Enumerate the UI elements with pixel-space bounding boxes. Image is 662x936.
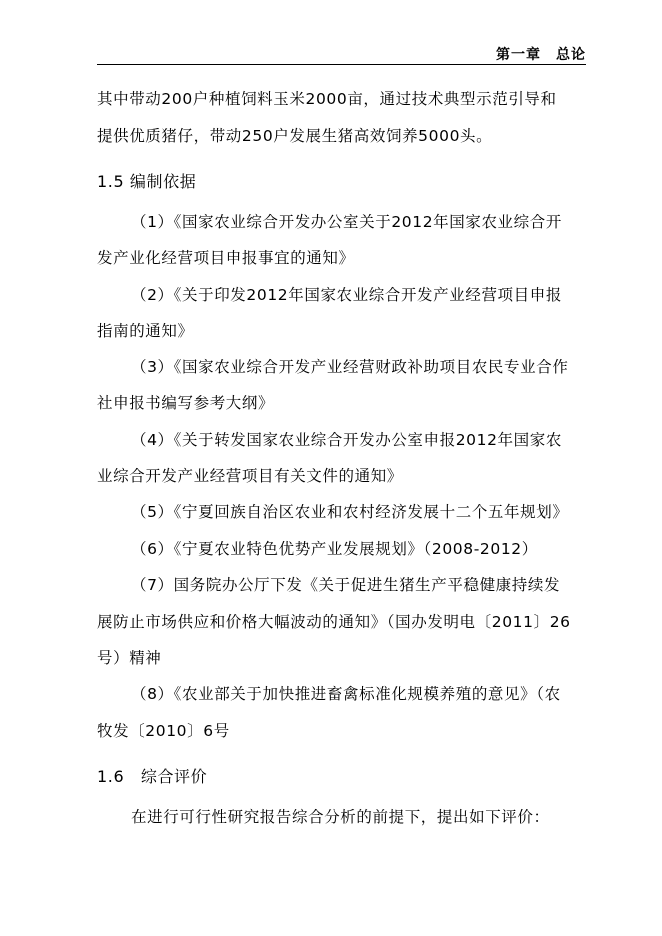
item-3-line-1: （3）《国家农业综合开发产业经营财政补助项目农民专业合作	[131, 358, 569, 376]
section-heading-1-5: 1.5 编制依据	[97, 172, 197, 191]
item-5-line-1: （5）《宁夏回族自治区农业和农村经济发展十二个五年规划》	[131, 503, 569, 521]
item-4-line-2: 业综合开发产业经营项目有关文件的通知》	[97, 467, 403, 485]
chapter-title: 第一章 总论	[496, 47, 586, 63]
intro-line-1: 其中带动200户种植饲料玉米2000亩，通过技术典型示范引导和	[97, 90, 557, 108]
item-7-line-3: 号）精神	[97, 649, 162, 667]
item-7-line-2: 展防止市场供应和价格大幅波动的通知》（国办发明电〔2011〕26	[97, 613, 571, 631]
item-2-line-1: （2）《关于印发2012年国家农业综合开发产业经营项目申报	[131, 286, 562, 304]
item-2-line-2: 指南的通知》	[97, 322, 194, 340]
item-8-line-1: （8）《农业部关于加快推进畜禽标准化规模养殖的意见》（农	[131, 685, 561, 703]
page-header	[97, 40, 586, 65]
intro-line-2: 提供优质猪仔，带动250户发展生猪高效饲养5000头。	[97, 127, 493, 145]
section-heading-1-6: 1.6 综合评价	[97, 767, 208, 786]
item-7-line-1: （7）国务院办公厅下发《关于促进生猪生产平稳健康持续发	[131, 576, 561, 594]
item-1-line-2: 发产业化经营项目申报事宜的通知》	[97, 249, 355, 267]
item-1-line-1: （1）《国家农业综合开发办公室关于2012年国家农业综合开	[131, 213, 562, 231]
closing-line: 在进行可行性研究报告综合分析的前提下，提出如下评价：	[131, 808, 550, 826]
item-6-line-1: （6）《宁夏农业特色优势产业发展规划》（2008-2012）	[131, 540, 538, 558]
item-3-line-2: 社申报书编写参考大纲》	[97, 394, 275, 412]
item-4-line-1: （4）《关于转发国家农业综合开发办公室申报2012年国家农	[131, 431, 562, 449]
item-8-line-2: 牧发〔2010〕6号	[97, 722, 230, 740]
